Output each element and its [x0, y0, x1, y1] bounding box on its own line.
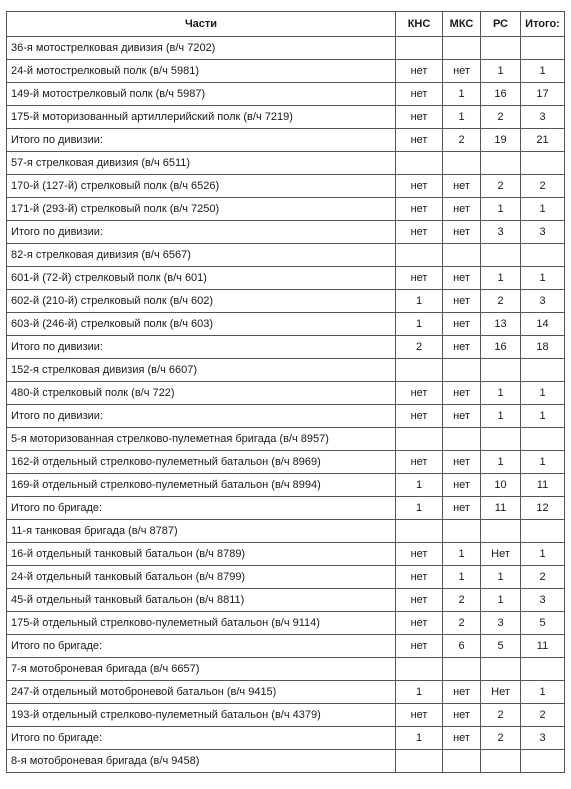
table-row	[7, 543, 565, 566]
header-khs: КНС	[396, 12, 443, 37]
total-cell: 1	[521, 198, 565, 221]
unit-name-cell: 193-й отдельный стрелково-пулеметный батальон (в/ч 4379)	[7, 704, 396, 727]
total-cell: 11	[521, 635, 565, 658]
khs-cell: 1	[396, 727, 443, 750]
total-cell: 3	[521, 221, 565, 244]
total-cell	[521, 428, 565, 451]
unit-name-cell: Итого по бригаде:	[7, 497, 396, 520]
khs-cell: нет	[396, 405, 443, 428]
rs-cell: 1	[481, 267, 521, 290]
table-row	[7, 589, 565, 612]
khs-cell: нет	[396, 635, 443, 658]
table-row	[7, 60, 565, 83]
mks-cell: нет	[443, 704, 481, 727]
total-cell: 12	[521, 497, 565, 520]
mks-cell: нет	[443, 405, 481, 428]
mks-cell: нет	[443, 290, 481, 313]
total-cell: 1	[521, 451, 565, 474]
rs-cell: 1	[481, 566, 521, 589]
unit-name-cell: 16-й отдельный танковый батальон (в/ч 8789)	[7, 543, 396, 566]
table-row	[7, 750, 565, 773]
mks-cell	[443, 428, 481, 451]
total-cell	[521, 520, 565, 543]
header-total: Итого:	[521, 12, 565, 37]
khs-cell: нет	[396, 221, 443, 244]
unit-name-cell: Итого по дивизии:	[7, 129, 396, 152]
mks-cell: 1	[443, 83, 481, 106]
mks-cell: 1	[443, 566, 481, 589]
khs-cell: 1	[396, 681, 443, 704]
mks-cell	[443, 37, 481, 60]
unit-name-cell: 603-й (246-й) стрелковый полк (в/ч 603)	[7, 313, 396, 336]
khs-cell	[396, 750, 443, 773]
total-cell: 18	[521, 336, 565, 359]
mks-cell	[443, 750, 481, 773]
mks-cell: 6	[443, 635, 481, 658]
unit-name-cell: 175-й отдельный стрелково-пулеметный батальон (в/ч 9114)	[7, 612, 396, 635]
khs-cell	[396, 37, 443, 60]
unit-name-cell: Итого по бригаде:	[7, 635, 396, 658]
total-cell: 5	[521, 612, 565, 635]
total-cell	[521, 750, 565, 773]
total-cell: 2	[521, 566, 565, 589]
khs-cell: нет	[396, 83, 443, 106]
rs-cell	[481, 520, 521, 543]
table-row	[7, 635, 565, 658]
header-rs: РС	[481, 12, 521, 37]
table-row	[7, 566, 565, 589]
rs-cell: 10	[481, 474, 521, 497]
khs-cell: 1	[396, 497, 443, 520]
table-row	[7, 129, 565, 152]
unit-name-cell: Итого по бригаде:	[7, 727, 396, 750]
rs-cell: Нет	[481, 543, 521, 566]
total-cell: 3	[521, 106, 565, 129]
table-row	[7, 428, 565, 451]
khs-cell: нет	[396, 106, 443, 129]
rs-cell	[481, 658, 521, 681]
unit-name-cell: 24-й отдельный танковый батальон (в/ч 8799)	[7, 566, 396, 589]
unit-name-cell: 57-я стрелковая дивизия (в/ч 6511)	[7, 152, 396, 175]
khs-cell: нет	[396, 198, 443, 221]
khs-cell	[396, 658, 443, 681]
rs-cell: 2	[481, 727, 521, 750]
table-row	[7, 497, 565, 520]
rs-cell: 16	[481, 83, 521, 106]
total-cell: 1	[521, 60, 565, 83]
table-row	[7, 359, 565, 382]
table-body	[7, 37, 565, 773]
rs-cell: 2	[481, 290, 521, 313]
unit-name-cell: 8-я мотоброневая бригада (в/ч 9458)	[7, 750, 396, 773]
unit-name-cell: 171-й (293-й) стрелковый полк (в/ч 7250)	[7, 198, 396, 221]
table-row	[7, 704, 565, 727]
table-row	[7, 520, 565, 543]
khs-cell: 1	[396, 313, 443, 336]
mks-cell: 2	[443, 612, 481, 635]
table-row	[7, 37, 565, 60]
rs-cell	[481, 152, 521, 175]
unit-name-cell: 24-й мотострелковый полк (в/ч 5981)	[7, 60, 396, 83]
rs-cell: 1	[481, 589, 521, 612]
mks-cell: нет	[443, 382, 481, 405]
total-cell: 21	[521, 129, 565, 152]
unit-name-cell: 11-я танковая бригада (в/ч 8787)	[7, 520, 396, 543]
mks-cell: нет	[443, 474, 481, 497]
header-mks: МКС	[443, 12, 481, 37]
mks-cell: нет	[443, 313, 481, 336]
total-cell: 3	[521, 727, 565, 750]
total-cell: 1	[521, 543, 565, 566]
khs-cell: нет	[396, 589, 443, 612]
rs-cell: 1	[481, 60, 521, 83]
total-cell	[521, 37, 565, 60]
rs-cell: 2	[481, 704, 521, 727]
mks-cell: 2	[443, 589, 481, 612]
khs-cell: нет	[396, 451, 443, 474]
total-cell: 11	[521, 474, 565, 497]
table-row	[7, 152, 565, 175]
table-row	[7, 313, 565, 336]
table-row	[7, 83, 565, 106]
khs-cell	[396, 152, 443, 175]
table-row	[7, 267, 565, 290]
table-row	[7, 175, 565, 198]
khs-cell: нет	[396, 566, 443, 589]
table-row	[7, 658, 565, 681]
khs-cell	[396, 244, 443, 267]
rs-cell: 3	[481, 612, 521, 635]
khs-cell: нет	[396, 129, 443, 152]
mks-cell: нет	[443, 267, 481, 290]
rs-cell	[481, 359, 521, 382]
total-cell: 3	[521, 290, 565, 313]
units-table	[6, 11, 565, 773]
khs-cell: 1	[396, 474, 443, 497]
table-row	[7, 336, 565, 359]
mks-cell	[443, 359, 481, 382]
mks-cell: нет	[443, 175, 481, 198]
khs-cell: нет	[396, 612, 443, 635]
header-units: Части	[7, 12, 396, 37]
table-row	[7, 244, 565, 267]
mks-cell: нет	[443, 60, 481, 83]
rs-cell: 1	[481, 405, 521, 428]
total-cell: 2	[521, 704, 565, 727]
header-row	[7, 12, 565, 37]
rs-cell: 1	[481, 451, 521, 474]
khs-cell: 2	[396, 336, 443, 359]
table-row	[7, 451, 565, 474]
mks-cell	[443, 244, 481, 267]
unit-name-cell: 602-й (210-й) стрелковый полк (в/ч 602)	[7, 290, 396, 313]
mks-cell	[443, 152, 481, 175]
total-cell	[521, 658, 565, 681]
unit-name-cell: 169-й отдельный стрелково-пулеметный батальон (в/ч 8994)	[7, 474, 396, 497]
unit-name-cell: Итого по дивизии:	[7, 336, 396, 359]
table-row	[7, 221, 565, 244]
mks-cell: нет	[443, 451, 481, 474]
khs-cell: нет	[396, 543, 443, 566]
rs-cell: 13	[481, 313, 521, 336]
total-cell: 1	[521, 267, 565, 290]
khs-cell: нет	[396, 175, 443, 198]
mks-cell: нет	[443, 336, 481, 359]
mks-cell: нет	[443, 221, 481, 244]
rs-cell	[481, 37, 521, 60]
mks-cell	[443, 520, 481, 543]
table-row	[7, 612, 565, 635]
khs-cell: нет	[396, 382, 443, 405]
rs-cell: 2	[481, 175, 521, 198]
unit-name-cell: Итого по дивизии:	[7, 221, 396, 244]
mks-cell: 2	[443, 129, 481, 152]
mks-cell: 1	[443, 106, 481, 129]
table-row	[7, 681, 565, 704]
total-cell	[521, 152, 565, 175]
khs-cell	[396, 359, 443, 382]
table-row	[7, 405, 565, 428]
mks-cell: нет	[443, 198, 481, 221]
table-row	[7, 198, 565, 221]
unit-name-cell: 36-я мотострелковая дивизия (в/ч 7202)	[7, 37, 396, 60]
rs-cell: 3	[481, 221, 521, 244]
total-cell: 1	[521, 681, 565, 704]
rs-cell: 2	[481, 106, 521, 129]
rs-cell: 19	[481, 129, 521, 152]
unit-name-cell: 7-я мотоброневая бригада (в/ч 6657)	[7, 658, 396, 681]
unit-name-cell: 149-й мотострелковый полк (в/ч 5987)	[7, 83, 396, 106]
rs-cell: 16	[481, 336, 521, 359]
total-cell: 14	[521, 313, 565, 336]
khs-cell: нет	[396, 704, 443, 727]
table-row	[7, 727, 565, 750]
table-row	[7, 474, 565, 497]
rs-cell: 1	[481, 382, 521, 405]
rs-cell: 11	[481, 497, 521, 520]
khs-cell: нет	[396, 60, 443, 83]
unit-name-cell: 152-я стрелковая дивизия (в/ч 6607)	[7, 359, 396, 382]
mks-cell	[443, 658, 481, 681]
total-cell: 3	[521, 589, 565, 612]
unit-name-cell: 170-й (127-й) стрелковый полк (в/ч 6526)	[7, 175, 396, 198]
unit-name-cell: 162-й отдельный стрелково-пулеметный батальон (в/ч 8969)	[7, 451, 396, 474]
total-cell: 2	[521, 175, 565, 198]
rs-cell: 1	[481, 198, 521, 221]
mks-cell: нет	[443, 727, 481, 750]
table-row	[7, 382, 565, 405]
mks-cell: 1	[443, 543, 481, 566]
unit-name-cell: 175-й моторизованный артиллерийский полк (в/ч 7219)	[7, 106, 396, 129]
khs-cell: 1	[396, 290, 443, 313]
unit-name-cell: 45-й отдельный танковый батальон (в/ч 8811)	[7, 589, 396, 612]
total-cell	[521, 244, 565, 267]
total-cell	[521, 359, 565, 382]
rs-cell	[481, 750, 521, 773]
total-cell: 17	[521, 83, 565, 106]
khs-cell	[396, 520, 443, 543]
unit-name-cell: 5-я моторизованная стрелково-пулеметная бригада (в/ч 8957)	[7, 428, 396, 451]
table-row	[7, 106, 565, 129]
unit-name-cell: Итого по дивизии:	[7, 405, 396, 428]
rs-cell: Нет	[481, 681, 521, 704]
mks-cell: нет	[443, 497, 481, 520]
rs-cell	[481, 428, 521, 451]
total-cell: 1	[521, 405, 565, 428]
khs-cell	[396, 428, 443, 451]
mks-cell: нет	[443, 681, 481, 704]
rs-cell	[481, 244, 521, 267]
khs-cell: нет	[396, 267, 443, 290]
unit-name-cell: 480-й стрелковый полк (в/ч 722)	[7, 382, 396, 405]
table-row	[7, 290, 565, 313]
unit-name-cell: 601-й (72-й) стрелковый полк (в/ч 601)	[7, 267, 396, 290]
unit-name-cell: 247-й отдельный мотоброневой батальон (в/ч 9415)	[7, 681, 396, 704]
unit-name-cell: 82-я стрелковая дивизия (в/ч 6567)	[7, 244, 396, 267]
total-cell: 1	[521, 382, 565, 405]
rs-cell: 5	[481, 635, 521, 658]
